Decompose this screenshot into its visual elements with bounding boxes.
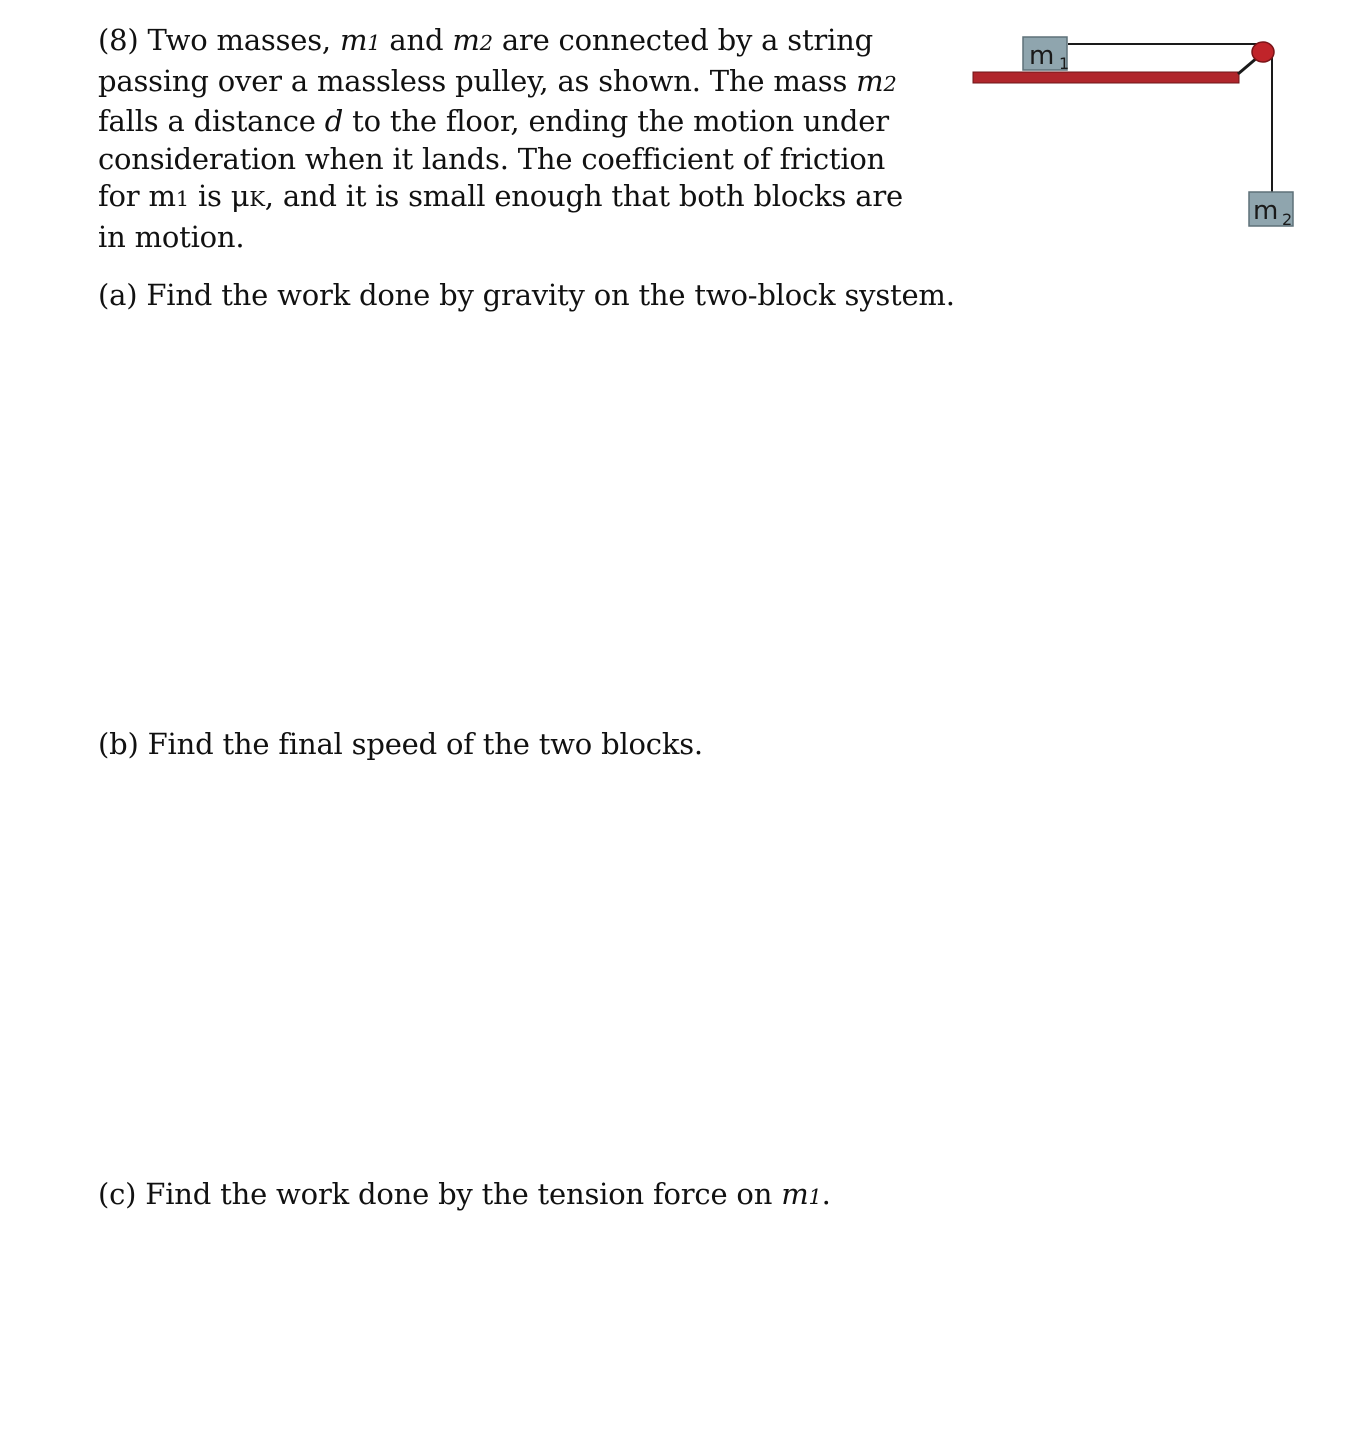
var-m1: m1 bbox=[781, 1177, 822, 1211]
var-mu-k: μK bbox=[230, 179, 265, 214]
problem-paragraph: (8) Two masses, m1 and m2 are connected by a string passing over a massless pulley, as shown. The mass m2 falls a distance d to the floor, ending the motion under consideration when it lands. The coefficient of friction for m1 is μK, and it is small enough that both blocks are in motion. bbox=[98, 23, 903, 254]
var-d: d bbox=[324, 104, 344, 139]
problem-number: (8) bbox=[98, 23, 139, 57]
var-m1-upright: m1 bbox=[148, 179, 189, 214]
block-m2-subscript: 2 bbox=[1282, 210, 1293, 229]
block-m1-subscript: 1 bbox=[1059, 54, 1070, 73]
question-c: (c) Find the work done by the tension force on m1. bbox=[98, 1177, 831, 1211]
var-m2: m2 bbox=[452, 23, 493, 57]
pulley-diagram-svg bbox=[960, 30, 1300, 240]
question-a: (a) Find the work done by gravity on the two-block system. bbox=[98, 278, 955, 312]
problem-statement bbox=[98, 22, 918, 257]
table-surface bbox=[973, 72, 1239, 83]
block-m1-label: m bbox=[1029, 41, 1055, 71]
block-m2-label: m bbox=[1253, 196, 1279, 226]
var-m2: m2 bbox=[856, 63, 897, 98]
pulley-diagram bbox=[960, 30, 1300, 240]
question-b: (b) Find the final speed of the two blocks. bbox=[98, 727, 703, 761]
var-m1: m1 bbox=[339, 23, 381, 57]
pulley-wheel bbox=[1252, 42, 1274, 62]
